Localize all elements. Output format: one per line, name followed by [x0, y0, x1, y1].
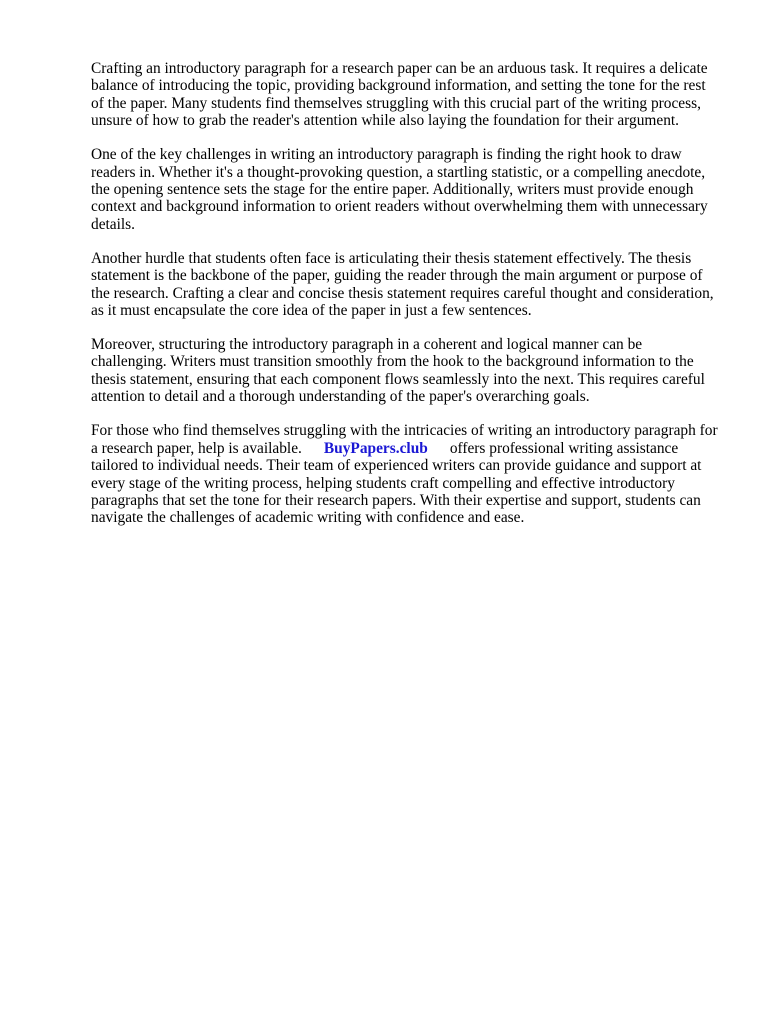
- document-body: [91, 60, 721, 543]
- paragraph-1: Crafting an introductory paragraph for a research paper can be an arduous task. It requires a delicate balance of introducing the topic, providing background information, and setting the tone for the rest of the paper. Many students find themselves struggling with this crucial part of the writing process, unsure of how to grab the reader's attention while also laying the foundation for their argument.: [91, 60, 708, 130]
- paragraph-4: Moreover, structuring the introductory paragraph in a coherent and logical manner can be challenging. Writers must transition smoothly from the hook to the background information to the thesis statement, ensuring that each component flows seamlessly into the next. This requires careful attention to detail and a thorough understanding of the paper's overarching goals.: [91, 336, 705, 406]
- paragraph-5-intro-text: For those who find themselves struggling with the intricacies of writing an introductory paragraph for a research paper, help is available.: [91, 422, 718, 457]
- paragraph-5-closing-text: offers professional writing assistance tailored to individual needs. Their team of experienced writers can provide guidance and support at every stage of the writing process, helping students craft compelling and effective introductory paragraphs that set the tone for their research papers. With their expertise and support, students can navigate the challenges of academic writing with confidence and ease.: [91, 439, 702, 527]
- buypapers-link[interactable]: BuyPapers.club: [323, 439, 428, 457]
- paragraph-3: Another hurdle that students often face is articulating their thesis statement effectively. The thesis statement is the backbone of the paper, guiding the reader through the main argument or purpose of the research. Crafting a clear and concise thesis statement requires careful thought and consideration, as it must encapsulate the core idea of the paper in just a few sentences.: [91, 249, 714, 320]
- paragraph-2: One of the key challenges in writing an introductory paragraph is finding the right hook to draw readers in. Whether it's a thought-provoking question, a startling statistic, or a compelling anecdote, the opening sentence sets the stage for the entire paper. Additionally, writers must provide enough context and background information to orient readers without overwhelming them with unnecessary details.: [91, 146, 708, 233]
- paragraph-5: [91, 422, 721, 526]
